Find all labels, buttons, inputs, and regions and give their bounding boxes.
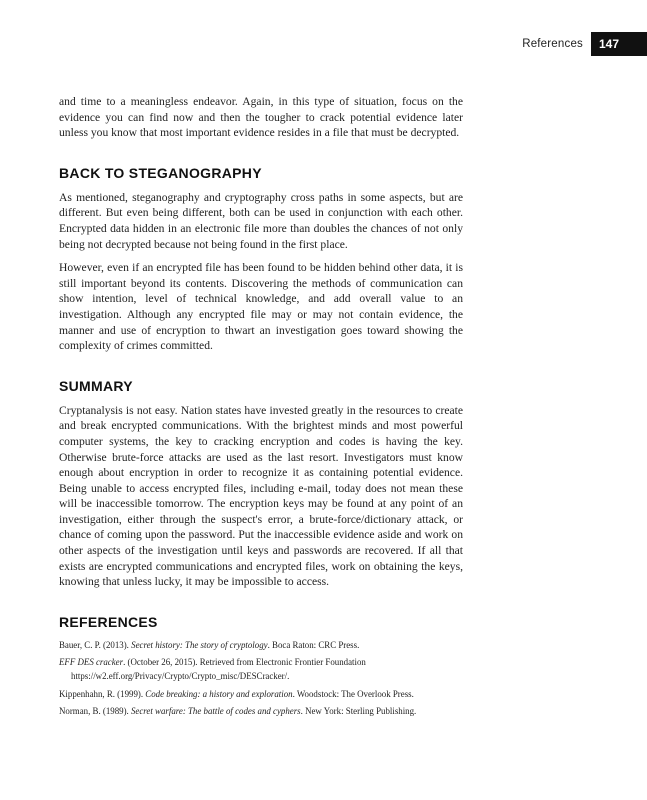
reference-title: Code breaking: a history and exploration	[145, 688, 293, 699]
summary-paragraph: Cryptanalysis is not easy. Nation states have invested greatly in the resources to create and break encrypted communications. With the brightest minds and most powerful computer systems, the key to cracking encryption and codes is having the key. Otherwise brute-force attacks are used as the last resort. Investigators must know enough about encryption in order to recognize it as containing potential evidence. Being unable to access encrypted files, including e-mail, today does not mean these will be inaccessible tomorrow. The encryption keys may be found at any point of an investigation, either through the suspect's error, a brute-force/dictionary attack, or chance of coming upon the password. Put the inaccessible evidence aside and work on other aspects of the investigation until keys and passwords are recovered. If all that exists are encrypted communications and encrypted files, work on obtaining the keys, knowing that unless lucky, it may be impossible to access.	[59, 403, 463, 589]
section-heading-summary: SUMMARY	[59, 377, 133, 394]
reference-publisher: . (October 26, 2015). Retrieved from Electronic Frontier Foundation https://w2.eff.org/Privacy/Crypto/Crypto_misc/DESCracker/.	[71, 657, 366, 682]
running-head	[522, 32, 647, 56]
page-body	[59, 94, 463, 723]
running-head-title: References	[522, 38, 583, 50]
reference-list	[59, 639, 463, 719]
reference-publisher: . Boca Raton: CRC Press.	[267, 639, 360, 650]
intro-paragraph: and time to a meaningless endeavor. Again, in this type of situation, focus on the evidence you can find now and then the tougher to crack potential evidence later unless you know that most important evidence resides in a file that must be decrypted.	[59, 95, 463, 140]
section-heading-references: REFERENCES	[59, 613, 158, 630]
reference-publisher: . New York: Sterling Publishing.	[300, 706, 417, 717]
reference-author: Bauer, C. P. (2013).	[59, 639, 132, 650]
reference-author: Norman, B. (1989).	[59, 706, 131, 717]
reference-entry	[59, 705, 463, 719]
reference-entry	[59, 688, 463, 702]
reference-author: Kippenhahn, R. (1999).	[59, 688, 146, 699]
reference-title: EFF DES cracker	[59, 657, 124, 668]
page-number: 147	[591, 32, 647, 56]
reference-publisher: . Woodstock: The Overlook Press.	[292, 688, 414, 699]
reference-title: Secret warfare: The battle of codes and cyphers	[130, 706, 301, 717]
reference-title: Secret history: The story of cryptology	[131, 639, 268, 650]
steganography-paragraph-1: As mentioned, steganography and cryptography cross paths in some aspects, but are different. But even being different, both can be used in conjunction with each other. Encrypted data hidden in an electronic file more than doubles the chances of not only being not decrypted because not being found in the first place.	[59, 190, 463, 251]
reference-entry	[59, 656, 463, 683]
section-heading-steganography: BACK TO STEGANOGRAPHY	[59, 164, 262, 181]
steganography-paragraph-2: However, even if an encrypted file has been found to be hidden behind other data, it is still important beyond its contents. Discovering the methods of communication can show intention, level of technical knowledge, and add overall value to an investigation. Although any encrypted file may or may not contain evidence, the manner and use of encryption to thwart an investigation goes toward showing the complexity of crimes committed.	[59, 261, 463, 353]
reference-entry	[59, 639, 463, 653]
